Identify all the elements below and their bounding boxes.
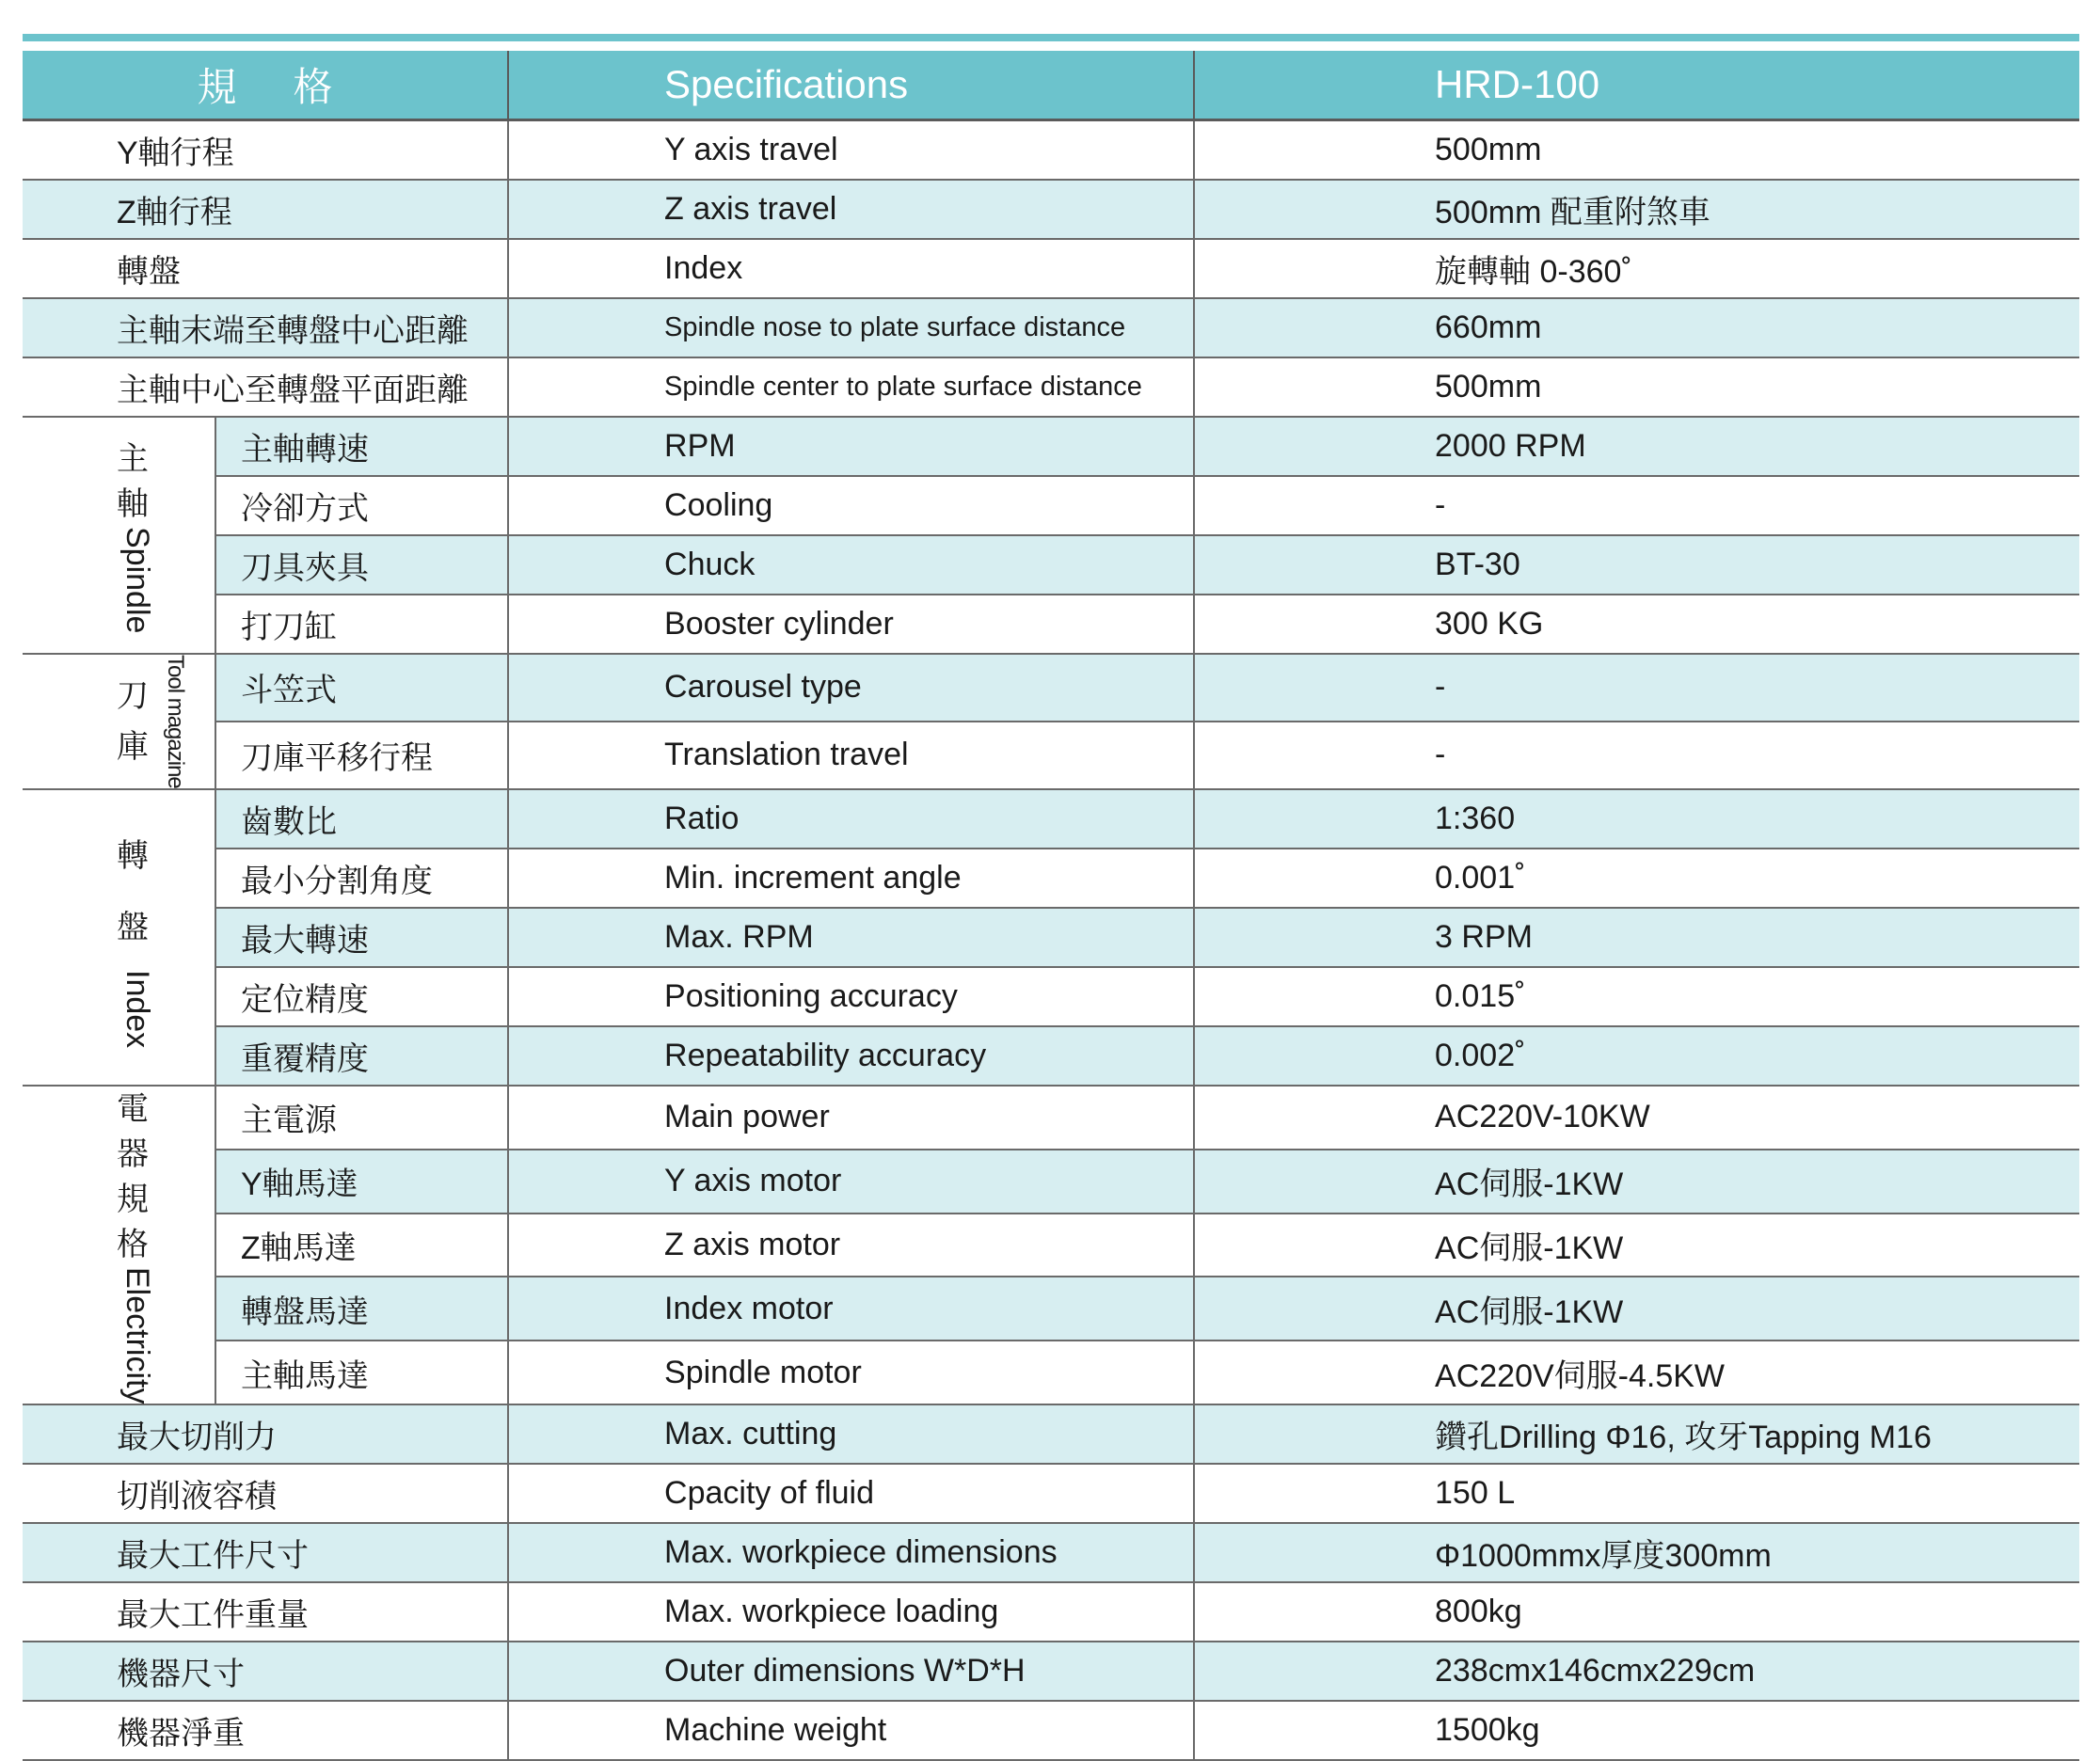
- row-label-en: Index: [508, 239, 1194, 298]
- table-row: [23, 298, 2079, 357]
- row-label-cn: Z軸馬達: [215, 1214, 508, 1277]
- row-label-cn: Y軸行程: [23, 120, 508, 181]
- table-header-row: [23, 51, 2079, 120]
- row-label-cn: 斗笠式: [215, 654, 508, 722]
- group-cn-char: 主: [117, 441, 149, 478]
- row-label-cn: 機器尺寸: [23, 1642, 508, 1701]
- table-row: [23, 1026, 2079, 1086]
- row-value: 660mm: [1194, 298, 2079, 357]
- row-value: -: [1194, 476, 2079, 535]
- row-label-en: Min. increment angle: [508, 849, 1194, 908]
- row-label-cn: 冷卻方式: [215, 476, 508, 535]
- row-label-cn: 主電源: [215, 1086, 508, 1150]
- row-value: 500mm 配重附煞車: [1194, 180, 2079, 239]
- row-label-en: Max. workpiece loading: [508, 1582, 1194, 1642]
- table-row: [23, 1701, 2079, 1760]
- row-label-en: Spindle nose to plate surface distance: [508, 298, 1194, 357]
- row-label-en: Positioning accuracy: [508, 967, 1194, 1026]
- header-english-spec: Specifications: [508, 51, 1194, 120]
- group-en-label: Index: [119, 969, 155, 1048]
- spec-sheet: [23, 51, 2079, 1761]
- group-en-label: Tool magazine: [163, 655, 188, 788]
- row-label-cn: 最小分割角度: [215, 849, 508, 908]
- row-label-en: Y axis travel: [508, 120, 1194, 181]
- row-label-en: Z axis travel: [508, 180, 1194, 239]
- row-label-en: Cpacity of fluid: [508, 1464, 1194, 1523]
- row-label-cn: 最大切削力: [23, 1404, 508, 1464]
- row-label-cn: 主軸馬達: [215, 1341, 508, 1404]
- row-label-cn: 機器淨重: [23, 1701, 508, 1760]
- group-label-spindle: [23, 417, 215, 654]
- row-label-en: Machine weight: [508, 1701, 1194, 1760]
- table-row: [23, 1523, 2079, 1582]
- row-label-en: Max. cutting: [508, 1404, 1194, 1464]
- row-value: 0.001˚: [1194, 849, 2079, 908]
- table-row: [23, 535, 2079, 595]
- row-label-en: Spindle motor: [508, 1341, 1194, 1404]
- row-value: 238cmx146cmx229cm: [1194, 1642, 2079, 1701]
- row-label-cn: 定位精度: [215, 967, 508, 1026]
- table-row: [23, 967, 2079, 1026]
- table-row: [23, 1150, 2079, 1214]
- group-cn-char: 電: [117, 1090, 149, 1127]
- group-label-tool-magazine: [23, 654, 215, 789]
- group-cn-char: 盤: [117, 909, 149, 945]
- row-value: Φ1000mmx厚度300mm: [1194, 1523, 2079, 1582]
- row-label-cn: 最大轉速: [215, 908, 508, 967]
- spec-table: [23, 51, 2079, 1761]
- row-label-en: Outer dimensions W*D*H: [508, 1642, 1194, 1701]
- table-row: [23, 789, 2079, 849]
- row-label-cn: Z軸行程: [23, 180, 508, 239]
- table-row: [23, 1214, 2079, 1277]
- row-value: 300 KG: [1194, 595, 2079, 654]
- table-row: [23, 180, 2079, 239]
- row-value: AC220V伺服-4.5KW: [1194, 1341, 2079, 1404]
- group-cn-char: 軸: [117, 486, 149, 523]
- table-row: [23, 1464, 2079, 1523]
- row-value: AC伺服-1KW: [1194, 1214, 2079, 1277]
- table-row: [23, 1404, 2079, 1464]
- group-cn-char: 規: [117, 1181, 149, 1217]
- table-row: [23, 417, 2079, 476]
- table-row: [23, 1277, 2079, 1341]
- row-label-en: Chuck: [508, 535, 1194, 595]
- row-value: BT-30: [1194, 535, 2079, 595]
- row-label-cn: 最大工件尺寸: [23, 1523, 508, 1582]
- row-label-cn: 最大工件重量: [23, 1582, 508, 1642]
- table-row: [23, 908, 2079, 967]
- row-label-en: RPM: [508, 417, 1194, 476]
- table-row: [23, 849, 2079, 908]
- table-row: [23, 476, 2079, 535]
- row-label-en: Repeatability accuracy: [508, 1026, 1194, 1086]
- header-model: HRD-100: [1194, 51, 2079, 120]
- row-label-cn: Y軸馬達: [215, 1150, 508, 1214]
- row-label-en: Ratio: [508, 789, 1194, 849]
- row-label-cn: 轉盤: [23, 239, 508, 298]
- row-label-cn: 主軸轉速: [215, 417, 508, 476]
- row-label-en: Index motor: [508, 1277, 1194, 1341]
- row-label-en: Spindle center to plate surface distance: [508, 357, 1194, 417]
- row-value: AC220V-10KW: [1194, 1086, 2079, 1150]
- table-row: [23, 1086, 2079, 1150]
- row-value: 500mm: [1194, 357, 2079, 417]
- row-value: 旋轉軸 0-360˚: [1194, 239, 2079, 298]
- top-accent-rule: [23, 34, 2079, 41]
- row-label-en: Cooling: [508, 476, 1194, 535]
- row-value: 0.015˚: [1194, 967, 2079, 1026]
- row-value: -: [1194, 722, 2079, 789]
- row-label-cn: 齒數比: [215, 789, 508, 849]
- row-value: 800kg: [1194, 1582, 2079, 1642]
- header-chinese-spec: 規格: [23, 51, 508, 120]
- table-row: [23, 1642, 2079, 1701]
- table-row: [23, 595, 2079, 654]
- table-row: [23, 1582, 2079, 1642]
- row-label-cn: 主軸末端至轉盤中心距離: [23, 298, 508, 357]
- row-label-en: Z axis motor: [508, 1214, 1194, 1277]
- row-label-cn: 切削液容積: [23, 1464, 508, 1523]
- row-value: 150 L: [1194, 1464, 2079, 1523]
- table-row: [23, 1341, 2079, 1404]
- group-en-label: Electricity: [119, 1266, 155, 1404]
- group-label-index: [23, 789, 215, 1086]
- row-value: AC伺服-1KW: [1194, 1150, 2079, 1214]
- group-cn-char: 格: [117, 1226, 149, 1262]
- group-en-label: Spindle: [119, 527, 155, 634]
- table-row: [23, 120, 2079, 181]
- row-label-en: Main power: [508, 1086, 1194, 1150]
- row-value: 1500kg: [1194, 1701, 2079, 1760]
- row-label-en: Booster cylinder: [508, 595, 1194, 654]
- group-cn-char: 器: [117, 1135, 149, 1172]
- row-value: -: [1194, 654, 2079, 722]
- row-value: 鑽孔Drilling Φ16, 攻牙Tapping M16: [1194, 1404, 2079, 1464]
- row-label-en: Translation travel: [508, 722, 1194, 789]
- row-value: 2000 RPM: [1194, 417, 2079, 476]
- row-value: 0.002˚: [1194, 1026, 2079, 1086]
- row-label-cn: 主軸中心至轉盤平面距離: [23, 357, 508, 417]
- row-label-en: Max. RPM: [508, 908, 1194, 967]
- row-value: 1:360: [1194, 789, 2079, 849]
- table-row: [23, 654, 2079, 722]
- row-label-cn: 刀庫平移行程: [215, 722, 508, 789]
- table-row: [23, 239, 2079, 298]
- group-label-electricity: [23, 1086, 215, 1404]
- row-label-en: Max. workpiece dimensions: [508, 1523, 1194, 1582]
- row-value: 3 RPM: [1194, 908, 2079, 967]
- row-value: 500mm: [1194, 120, 2079, 181]
- row-value: AC伺服-1KW: [1194, 1277, 2079, 1341]
- row-label-en: Carousel type: [508, 654, 1194, 722]
- group-cn-char: 庫: [117, 728, 149, 765]
- row-label-cn: 打刀缸: [215, 595, 508, 654]
- group-cn-char: 轉: [117, 837, 149, 874]
- row-label-cn: 轉盤馬達: [215, 1277, 508, 1341]
- group-cn-char: 刀: [117, 677, 149, 714]
- row-label-en: Y axis motor: [508, 1150, 1194, 1214]
- row-label-cn: 刀具夾具: [215, 535, 508, 595]
- table-row: [23, 357, 2079, 417]
- row-label-cn: 重覆精度: [215, 1026, 508, 1086]
- table-row: [23, 722, 2079, 789]
